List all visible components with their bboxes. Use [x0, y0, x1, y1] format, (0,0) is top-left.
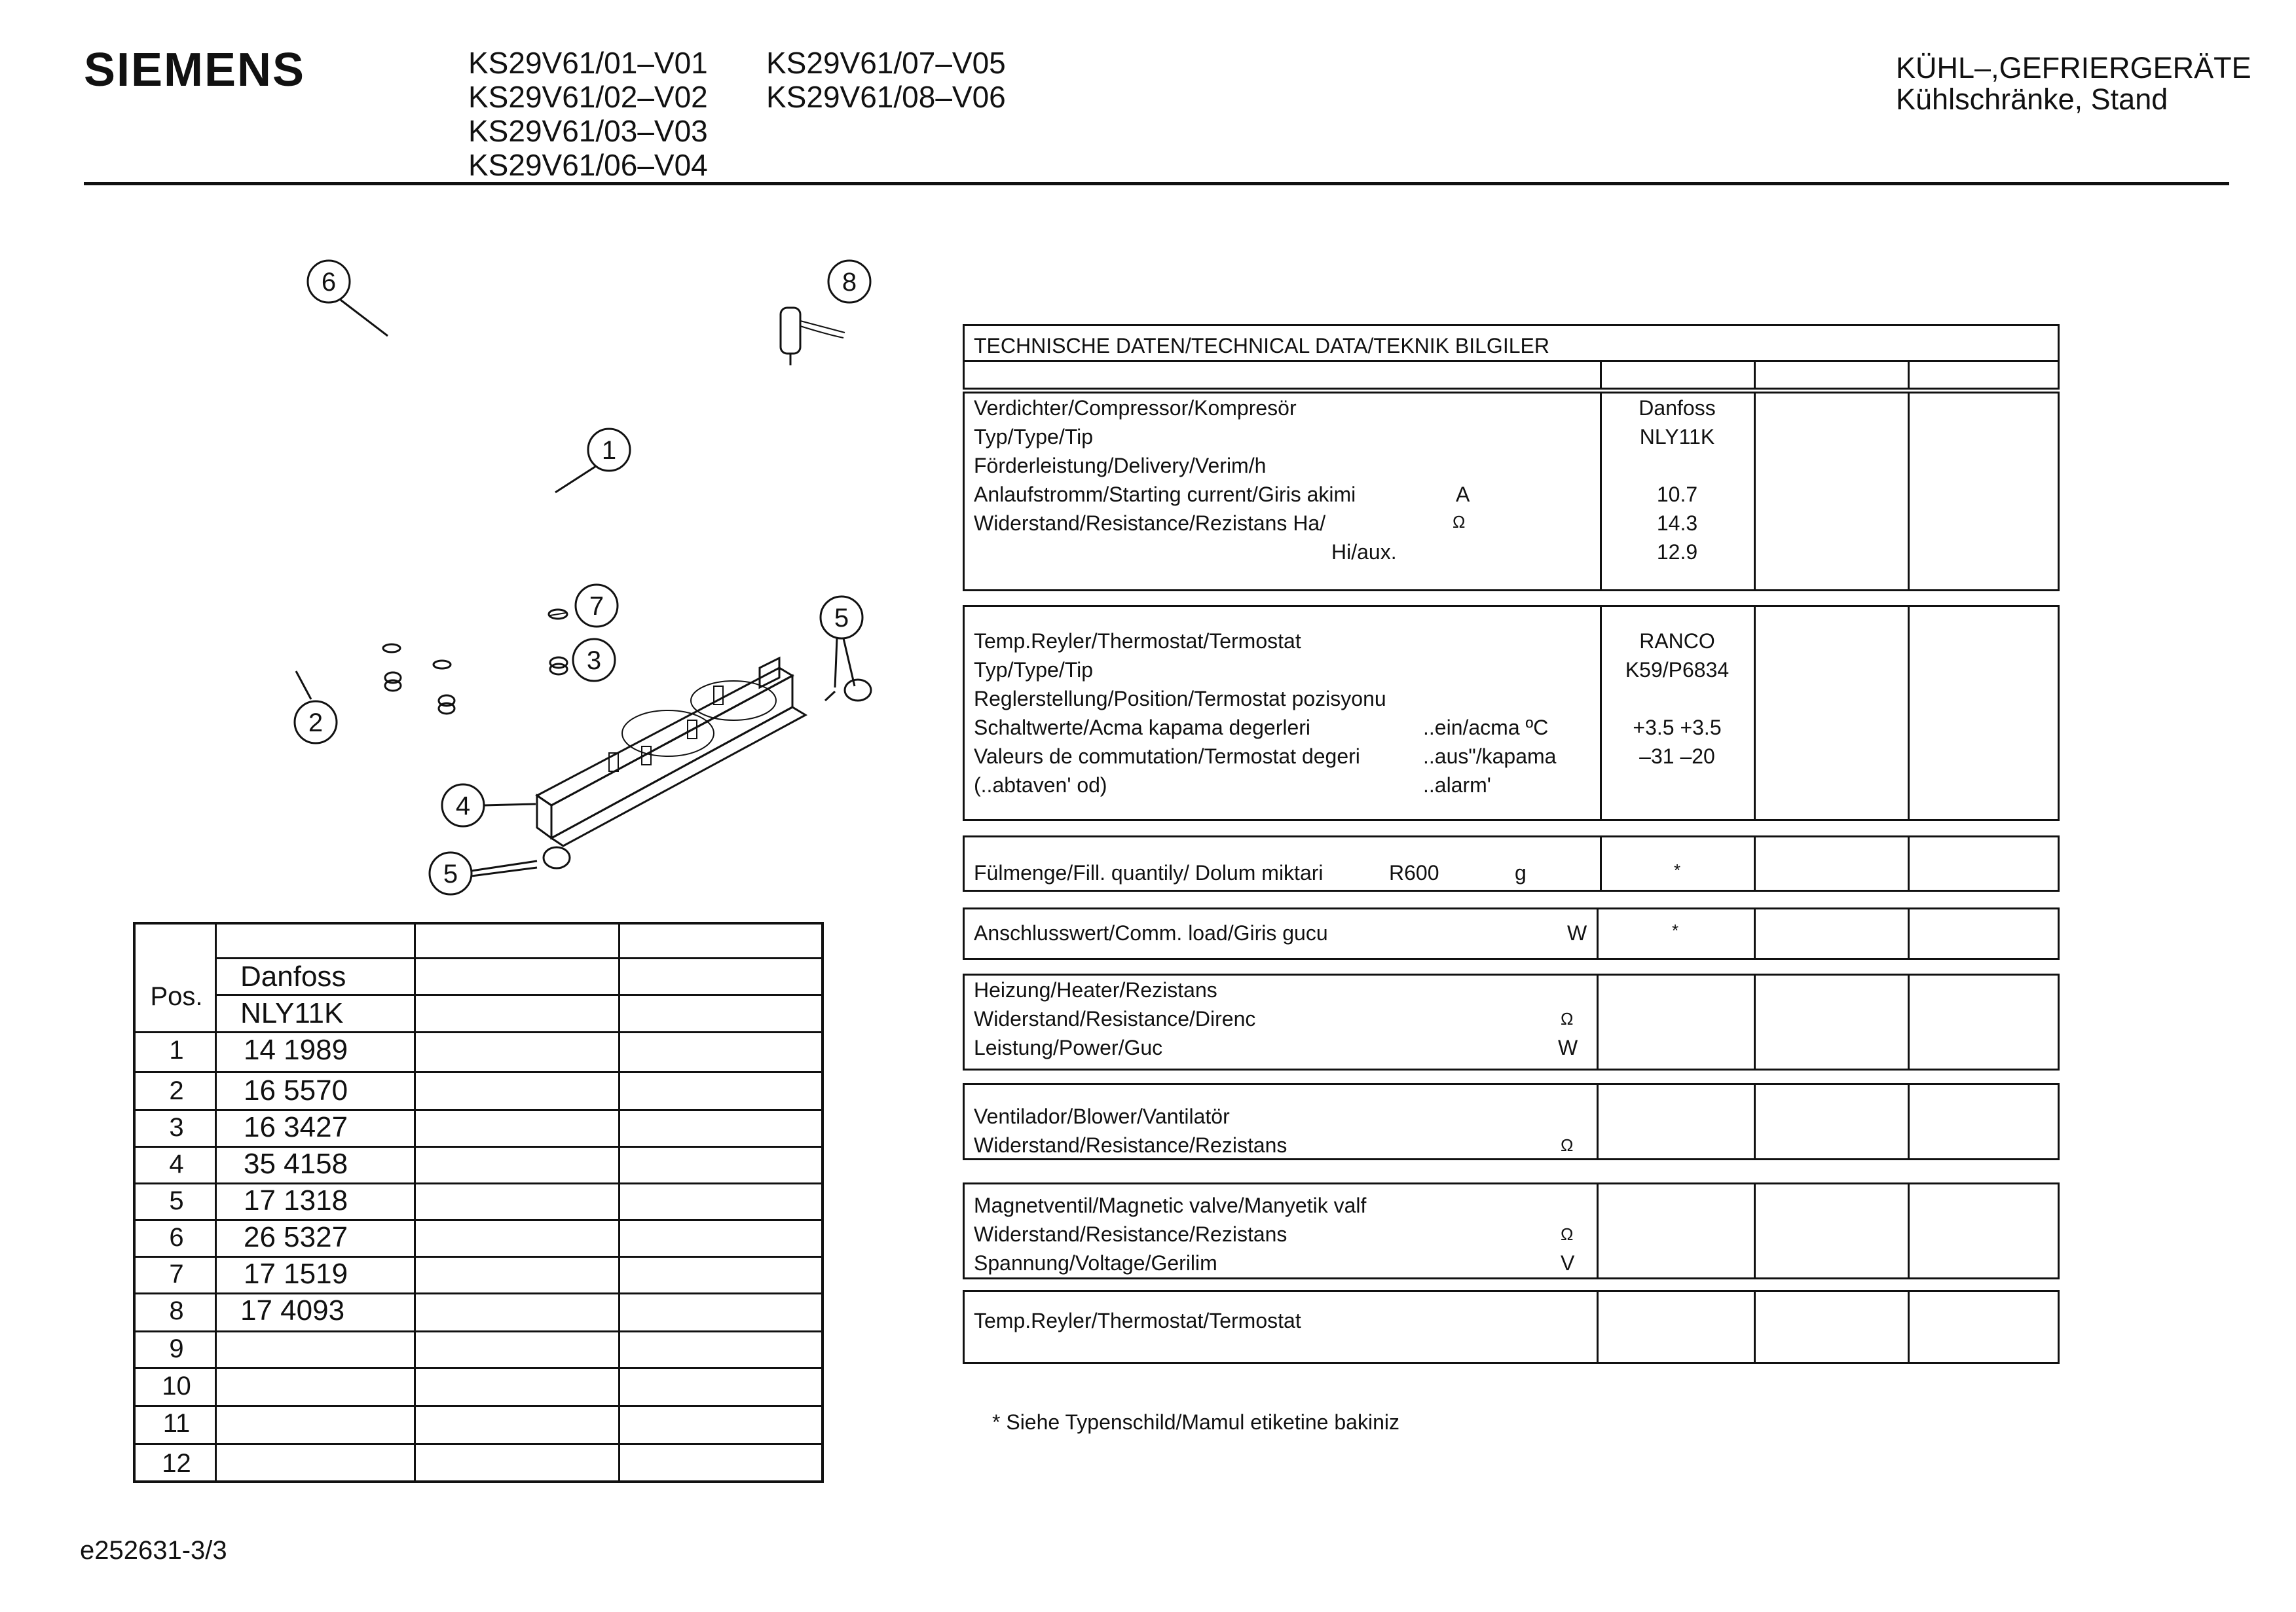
svg-text:2: 2 [308, 708, 324, 737]
label: Magnetventil/Magnetic valve/Manyetik valf [974, 1194, 1367, 1217]
callout-5-right [821, 596, 871, 701]
value: Danfoss [1639, 396, 1716, 420]
parts-table: Pos. Danfoss NLY11K 1 14 1989 2 16 5570 3 16 3427 4 35 4158 5 17 1318 6 26 5327 7 17 1519 8 17 4093 9 10 11 12 [133, 922, 824, 1483]
label: Temp.Reyler/Thermostat/Termostat [974, 629, 1301, 653]
heater-section [963, 974, 2060, 1071]
label: Hi/aux. [1331, 540, 1397, 564]
label: Schaltwerte/Acma kapama degerleri [974, 716, 1311, 739]
label: ..aus"/kapama [1423, 744, 1557, 768]
tech-title: TECHNISCHE DATEN/TECHNICAL DATA/TEKNIK BILGILER [974, 334, 1549, 357]
unit: W [1558, 1036, 1578, 1059]
model-number: KS29V61/07–V05 [766, 46, 1006, 80]
label: ..ein/acma ºC [1423, 716, 1549, 739]
magnetic-valve-section [963, 1182, 2060, 1279]
unit: Ω [1453, 512, 1466, 532]
model-number: KS29V61/06–V04 [468, 148, 708, 182]
thermostat2-section [963, 1290, 2060, 1364]
svg-text:6: 6 [321, 268, 337, 297]
svg-text:7: 7 [589, 592, 604, 621]
unit: g [1515, 861, 1527, 885]
label: Anschlusswert/Comm. load/Giris gucu [974, 921, 1328, 945]
capacitor-part-icon [781, 308, 845, 365]
callout-3 [550, 639, 615, 681]
pos-header: Pos. [150, 982, 203, 1011]
value: NLY11K [1639, 425, 1715, 449]
label: Reglerstellung/Position/Termostat pozisyonu [974, 687, 1386, 710]
footnote: * Siehe Typenschild/Mamul etiketine bakiniz [992, 1410, 1399, 1434]
label: Leistung/Power/Guc [974, 1036, 1163, 1059]
value: 14.3 [1656, 511, 1698, 535]
unit: W [1567, 921, 1587, 945]
exploded-parts-diagram [216, 249, 904, 910]
label: Fülmenge/Fill. quantily/ Dolum miktari [974, 861, 1324, 885]
refrigerant: R600 [1389, 861, 1439, 885]
header-divider [84, 182, 2229, 185]
label: (..abtaven' od) [974, 773, 1107, 797]
comm-load-section [963, 907, 2060, 960]
label: Typ/Type/Tip [974, 658, 1093, 682]
model-number: KS29V61/03–V03 [468, 114, 708, 148]
unit: Ω [1561, 1135, 1574, 1155]
unit: V [1561, 1251, 1575, 1275]
category-line: KÜHL–,GEFRIERGERÄTE [1896, 51, 2251, 84]
svg-text:1: 1 [601, 436, 617, 465]
label: Widerstand/Resistance/Rezistans [974, 1222, 1287, 1246]
label: ..alarm' [1423, 773, 1491, 797]
blower-section [963, 1083, 2060, 1160]
model-number: KS29V61/02–V02 [468, 80, 708, 114]
label: Spannung/Voltage/Gerilim [974, 1251, 1217, 1275]
value: RANCO [1639, 629, 1715, 653]
category-subline: Kühlschränke, Stand [1896, 82, 2168, 116]
label: Ventilador/Blower/Vantilatör [974, 1105, 1230, 1128]
fill-quantity-section [963, 835, 2060, 892]
callout-7 [549, 585, 618, 627]
callout-5-bottom [430, 847, 570, 894]
unit: Ω [1561, 1224, 1574, 1244]
svg-text:5: 5 [443, 860, 458, 888]
svg-text:4: 4 [455, 792, 471, 820]
unit: Ω [1561, 1009, 1574, 1029]
compressor-section [963, 392, 2060, 591]
value: –31 –20 [1639, 744, 1715, 768]
callout-1 [555, 429, 630, 492]
callout-4 [442, 784, 536, 826]
label: Förderleistung/Delivery/Verim/h [974, 454, 1267, 477]
label: Anlaufstromm/Starting current/Giris akimi [974, 483, 1356, 506]
grommet-set-icon [383, 644, 454, 714]
value: 12.9 [1656, 540, 1698, 564]
label: Temp.Reyler/Thermostat/Termostat [974, 1309, 1301, 1332]
model-number: KS29V61/08–V06 [766, 80, 1006, 114]
label: Valeurs de commutation/Termostat degeri [974, 744, 1360, 768]
model-list-1 [468, 46, 708, 182]
svg-text:5: 5 [834, 604, 849, 632]
svg-text:3: 3 [586, 646, 602, 675]
unit: A [1456, 483, 1470, 506]
manufacturer-header: Danfoss [240, 961, 346, 993]
value: +3.5 +3.5 [1633, 716, 1722, 739]
document-id: e252631-3/3 [80, 1536, 227, 1565]
callout-2 [295, 671, 337, 743]
value: * [1671, 921, 1679, 940]
callout-6 [308, 261, 388, 336]
model-number: KS29V61/01–V01 [468, 46, 708, 80]
base-bracket-part [537, 658, 805, 846]
category-title [1896, 52, 2251, 115]
label: Heizung/Heater/Rezistans [974, 978, 1217, 1002]
brand-logo: SIEMENS [84, 44, 306, 96]
svg-text:8: 8 [842, 268, 857, 297]
model-header: NLY11K [240, 997, 344, 1029]
value: 10.7 [1656, 483, 1698, 506]
value: * [1673, 860, 1681, 880]
label: Widerstand/Resistance/Direnc [974, 1007, 1256, 1031]
model-list-2 [766, 46, 1006, 114]
thermostat-section [963, 605, 2060, 821]
label: Widerstand/Resistance/Rezistans Ha/ [974, 511, 1326, 535]
tech-title-box [963, 324, 2060, 390]
label: Verdichter/Compressor/Kompresör [974, 396, 1297, 420]
value: K59/P6834 [1625, 658, 1730, 682]
callout-8 [828, 261, 870, 302]
label: Widerstand/Resistance/Rezistans [974, 1133, 1287, 1157]
label: Typ/Type/Tip [974, 425, 1093, 449]
